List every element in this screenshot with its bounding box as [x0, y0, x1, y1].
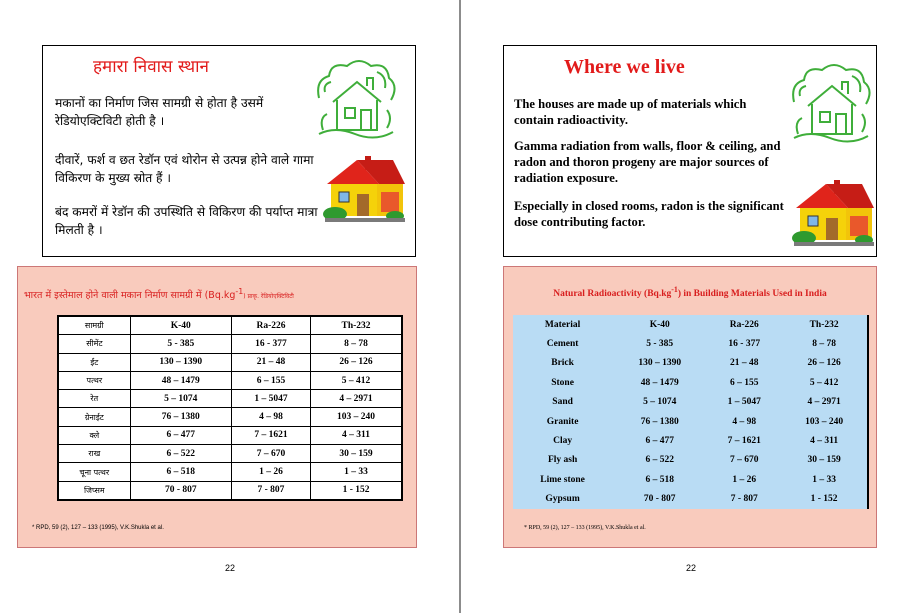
intro-box-english [503, 45, 877, 257]
value-cell: 1 – 26 [231, 463, 310, 481]
intro-box-hindi [42, 45, 416, 257]
value-cell: 4 – 2971 [311, 390, 402, 408]
value-cell: 1 – 5047 [727, 397, 761, 408]
table-row [58, 426, 402, 444]
value-cell: 26 – 126 [311, 353, 402, 371]
material-cell: चूना पत्थर [58, 463, 130, 481]
value-cell: 4 – 2971 [807, 397, 841, 408]
value-cell: 1 – 33 [311, 463, 402, 481]
paragraph-2: दीवारें, फर्श व छत रेडॉन एवं थोरोन से उत्पन्न होने वाले गामा विकिरण के मुख्य स्रोत हैं । [55, 153, 314, 185]
value-cell: 6 – 477 [645, 436, 674, 447]
material-cell: Granite [546, 416, 579, 427]
material-cell: क्ले [58, 426, 130, 444]
table-row [58, 353, 402, 371]
value-cell: 7 – 1621 [231, 426, 310, 444]
value-cell: 70 - 807 [643, 494, 676, 505]
value-cell: 4 – 98 [231, 408, 310, 426]
value-cell: 7 – 670 [231, 445, 310, 463]
value-cell: 4 – 311 [810, 436, 839, 447]
value-cell: 103 – 240 [805, 416, 844, 427]
material-cell: Lime stone [540, 474, 585, 485]
paragraph-1: मकानों का निर्माण जिस सामग्री से होता है उसमें रेडियोएक्टिविटी होती है । [55, 96, 264, 128]
value-cell: 5 - 385 [130, 335, 231, 353]
material-cell: ईंट [58, 353, 130, 371]
material-cell: Gypsum [545, 494, 580, 505]
table-header-cell: K-40 [649, 319, 670, 330]
value-cell: 6 – 477 [130, 426, 231, 444]
page-number: 22 [225, 563, 236, 573]
value-cell: 6 – 518 [130, 463, 231, 481]
value-cell: 21 – 48 [729, 358, 759, 369]
value-cell: 4 – 311 [311, 426, 402, 444]
footnote: * RPD, 59 (2), 127 – 133 (1995), V.K.Shukla et al. [32, 525, 164, 531]
value-cell: 70 - 807 [130, 481, 231, 500]
value-cell: 103 – 240 [311, 408, 402, 426]
value-cell: 6 – 518 [645, 474, 674, 485]
value-cell: 6 – 522 [645, 455, 674, 466]
table-header-cell: Th-232 [809, 319, 839, 330]
value-cell: 8 – 78 [812, 339, 836, 350]
material-cell: Clay [553, 436, 573, 447]
value-cell: 76 – 1380 [640, 416, 679, 427]
radioactivity-table-panel-hindi [17, 266, 417, 548]
table-header-cell: K-40 [130, 316, 231, 335]
table-row [513, 373, 868, 392]
material-cell: पत्थर [58, 371, 130, 389]
table-row [58, 445, 402, 463]
material-cell: Fly ash [547, 455, 578, 466]
material-cell: सीमेंट [58, 335, 130, 353]
material-cell: ग्रेनाईट [58, 408, 130, 426]
material-cell: रेत [58, 390, 130, 408]
table-row [58, 481, 402, 500]
material-cell: Sand [552, 397, 573, 408]
value-cell: 7 - 807 [231, 481, 310, 500]
table-header-row [513, 315, 868, 334]
value-cell: 1 – 5047 [231, 390, 310, 408]
value-cell: 4 – 98 [732, 416, 757, 427]
table-header-cell: Material [544, 319, 581, 330]
value-cell: 5 – 1074 [643, 397, 677, 408]
table-row [513, 412, 868, 431]
table-header-row [58, 316, 402, 335]
value-cell: 8 – 78 [311, 335, 402, 353]
value-cell: 16 - 377 [728, 339, 761, 350]
table-title: भारत में इस्तेमाल होने वाली मकान निर्माण सामग्री में $(Bq.kg^{-1})$ प्राकृ. रेडियोएक्टिविटी [24, 287, 294, 302]
value-cell: 21 – 48 [231, 353, 310, 371]
paragraph-3: Especially in closed rooms, radon is the significant dose contributing factor. [514, 199, 784, 229]
value-cell: 48 – 1479 [640, 377, 679, 388]
table-row [513, 451, 868, 470]
value-cell: 130 – 1390 [638, 358, 682, 369]
value-cell: 16 - 377 [231, 335, 310, 353]
paragraph-1: The houses are made up of materials which contain radioactivity. [514, 97, 747, 127]
value-cell: 5 – 1074 [130, 390, 231, 408]
table-row [513, 354, 868, 373]
material-cell: Stone [551, 377, 574, 388]
table-row [513, 490, 868, 509]
value-cell: 130 – 1390 [130, 353, 231, 371]
value-cell: 1 – 26 [732, 474, 757, 485]
right-page [461, 0, 920, 613]
table-row [513, 334, 868, 353]
table-row [513, 470, 868, 489]
value-cell: 1 - 152 [311, 481, 402, 500]
value-cell: 76 – 1380 [130, 408, 231, 426]
table-row [513, 431, 868, 450]
material-cell: Brick [551, 358, 574, 369]
red-roof-house-icon [790, 178, 874, 248]
value-cell: 48 – 1479 [130, 371, 231, 389]
page-title: Where we live [564, 56, 685, 78]
material-cell: जिप्सम [58, 481, 130, 500]
value-cell: 1 – 33 [812, 474, 836, 485]
table-header-cell: सामग्री [58, 316, 130, 335]
value-cell: 1 - 152 [810, 494, 838, 505]
radioactivity-table-panel-english [503, 266, 877, 548]
paragraph-3: बंद कमरों में रेडॉन की उपस्थिति से विकिरण की पर्याप्त मात्रा मिलती है । [55, 205, 318, 237]
table-header-cell: Ra-226 [729, 319, 759, 330]
value-cell: 5 - 385 [646, 339, 674, 350]
value-cell: 6 – 155 [231, 371, 310, 389]
radioactivity-table [513, 315, 869, 509]
value-cell: 7 - 807 [730, 494, 758, 505]
table-row [513, 393, 868, 412]
footnote: * RPD, 59 (2), 127 – 133 (1995), V.K.Shukla et al. [524, 525, 646, 531]
value-cell: 6 – 522 [130, 445, 231, 463]
value-cell: 30 – 159 [807, 455, 841, 466]
value-cell: 5 – 412 [809, 377, 839, 388]
paragraph-2: Gamma radiation from walls, floor & ceiling, and radon and thoron progeny are major sources of radiation exposure. [514, 139, 781, 185]
red-roof-house-icon [321, 154, 405, 224]
table-title: Natural Radioactivity $(Bq.kg^{-1})$ in Building Materials Used in India [553, 285, 827, 300]
value-cell: 30 – 159 [311, 445, 402, 463]
material-cell: Cement [546, 339, 579, 350]
value-cell: 26 – 126 [807, 358, 841, 369]
page-number: 22 [686, 563, 697, 573]
table-row [58, 408, 402, 426]
value-cell: 5 – 412 [311, 371, 402, 389]
value-cell: 7 – 670 [729, 455, 759, 466]
table-row [58, 335, 402, 353]
radioactivity-table [57, 315, 403, 501]
table-header-cell: Th-232 [311, 316, 402, 335]
table-row [58, 463, 402, 481]
material-cell: राख [58, 445, 130, 463]
table-row [58, 371, 402, 389]
left-page [0, 0, 459, 613]
table-header-cell: Ra-226 [231, 316, 310, 335]
value-cell: 7 – 1621 [727, 436, 761, 447]
table-row [58, 390, 402, 408]
value-cell: 6 – 155 [729, 377, 759, 388]
green-sketch-house-icon [790, 62, 872, 146]
page-title: हमारा निवास स्थान [93, 57, 209, 77]
green-sketch-house-icon [315, 58, 397, 142]
